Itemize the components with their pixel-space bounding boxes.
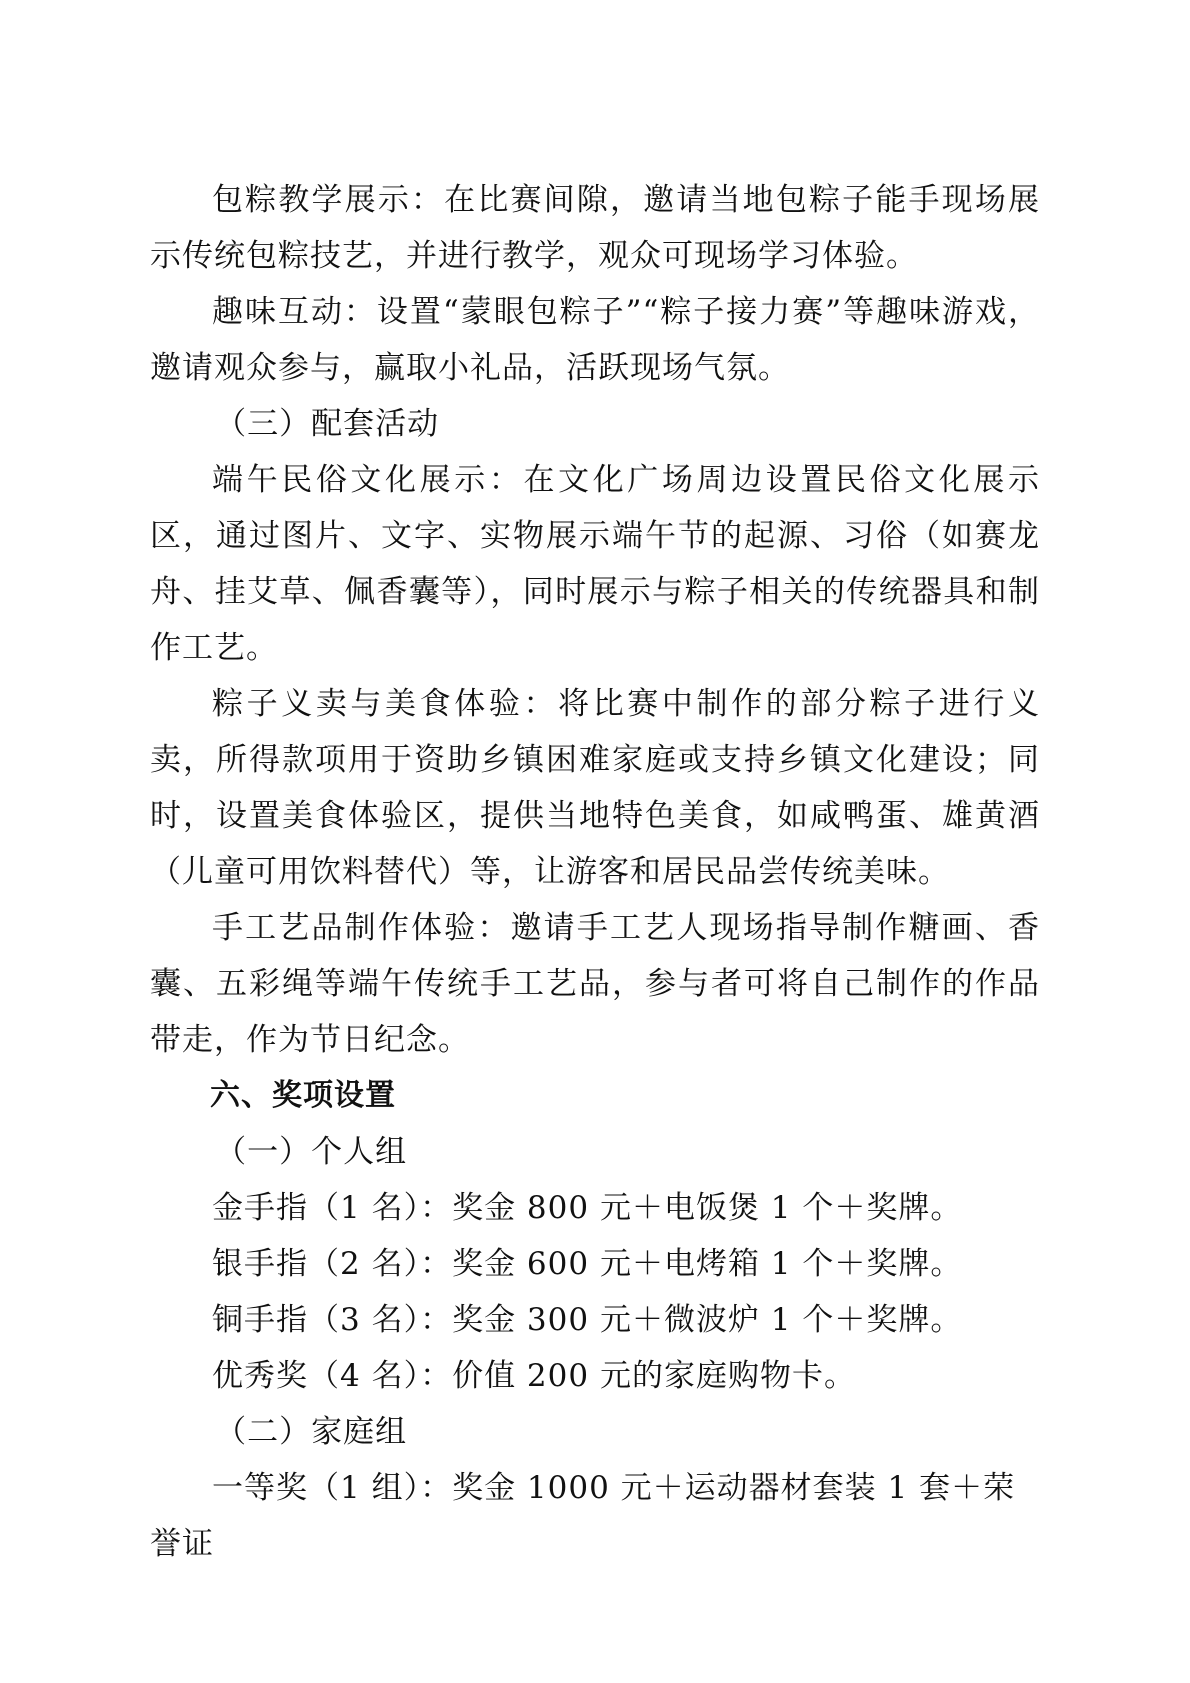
subheading-supporting-activities: （三）配套活动 <box>215 406 440 442</box>
award-silver: 银手指（2 名）：奖金 600 元＋电烤箱 1 个＋奖牌。 <box>212 1246 963 1282</box>
award-gold: 金手指（1 名）：奖金 800 元＋电饭煲 1 个＋奖牌。 <box>212 1190 963 1226</box>
award-bronze: 铜手指（3 名）：奖金 300 元＋微波炉 1 个＋奖牌。 <box>212 1302 963 1338</box>
paragraph-handicraft: 手工艺品制作体验：邀请手工艺人现场指导制作糖画、香囊、五彩绳等端午传统手工艺品，参与者可将自己制作的作品带走，作为节日纪念。 <box>150 910 1040 1058</box>
subheading-family-group: （二）家庭组 <box>215 1414 408 1450</box>
paragraph-folk-culture: 端午民俗文化展示：在文化广场周边设置民俗文化展示区，通过图片、文字、实物展示端午节的起源、习俗（如赛龙舟、挂艾草、佩香囊等），同时展示与粽子相关的传统器具和制作工艺。 <box>150 462 1040 666</box>
document-page <box>150 172 1040 1572</box>
paragraph-charity-food: 粽子义卖与美食体验：将比赛中制作的部分粽子进行义卖，所得款项用于资助乡镇困难家庭或支持乡镇文化建设；同时，设置美食体验区，提供当地特色美食，如咸鸭蛋、雄黄酒（儿童可用饮料替代）等，让游客和居民品尝传统美味。 <box>150 686 1040 890</box>
heading-awards: 六、奖项设置 <box>210 1078 396 1113</box>
award-excellence: 优秀奖（4 名）：价值 200 元的家庭购物卡。 <box>212 1358 856 1394</box>
subheading-individual-group: （一）个人组 <box>215 1134 408 1170</box>
paragraph-teaching-demo: 包粽教学展示：在比赛间隙，邀请当地包粽子能手现场展示传统包粽技艺，并进行教学，观众可现场学习体验。 <box>150 182 1040 274</box>
paragraph-fun-interaction: 趣味互动：设置“蒙眼包粽子”“粽子接力赛”等趣味游戏，邀请观众参与，赢取小礼品，活跃现场气氛。 <box>150 294 1040 386</box>
award-family-first: 一等奖（1 组）：奖金 1000 元＋运动器材套装 1 套＋荣誉证 <box>150 1470 1016 1562</box>
